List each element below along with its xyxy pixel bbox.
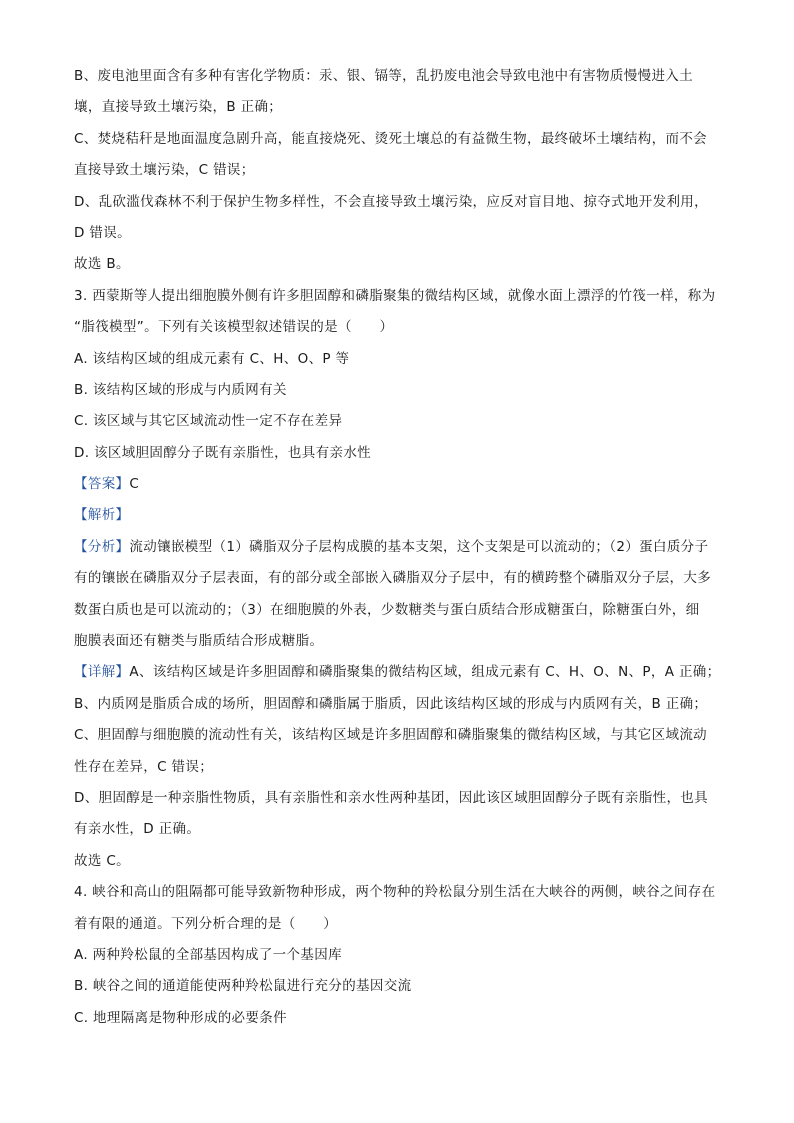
question-4-stem-cont: 着有限的通道。下列分析合理的是（ ） [74, 915, 338, 932]
text-line: 胞膜表面还有糖类与脂质结合形成糖脂。 [74, 633, 324, 650]
text-line: C、焚烧秸秆是地面温度急剧升高，能直接烧死、烫死土壤总的有益微生物，最终破坏土壤结构，而不会 [74, 130, 708, 147]
text-line: 性存在差异，C 错误； [74, 758, 214, 775]
option-c: C. 地理隔离是物种形成的必要条件 [74, 1009, 287, 1026]
detail-line: 【详解】A、该结构区域是许多胆固醇和磷脂聚集的微结构区域，组成元素有 C、H、O、N、P，A 正确； [74, 664, 721, 681]
option-a: A. 该结构区域的组成元素有 C、H、O、P 等 [74, 350, 350, 367]
answer-tag: 【答案】 [74, 476, 130, 493]
option-b: B. 该结构区域的形成与内质网有关 [74, 381, 287, 398]
answer-line [74, 469, 724, 500]
text-line: 故选 B。 [74, 256, 130, 273]
text-line: D 错误。 [74, 224, 131, 241]
option-a: A. 两种羚松鼠的全部基因构成了一个基因库 [74, 946, 342, 963]
text-line: B、内质网是脂质合成的场所，胆固醇和磷脂属于脂质，因此该结构区域的形成与内质网有关，B 正确； [74, 695, 708, 712]
text-line: 故选 C。 [74, 852, 130, 869]
text-line: 数蛋白质也是可以流动的；（3）在细胞膜的外表，少数糖类与蛋白质结合形成糖蛋白，除糖蛋白外，细 [74, 601, 700, 618]
question-3-stem-cont: “脂筏模型”。下列有关该模型叙述错误的是（ ） [74, 319, 394, 336]
fenxi-line: 【分析】流动镶嵌模型（1）磷脂双分子层构成膜的基本支架，这个支架是可以流动的；（2）蛋白质分子 [74, 538, 709, 555]
option-b: B. 峡谷之间的通道能使两种羚松鼠进行充分的基因交流 [74, 978, 412, 995]
answer-value: C [129, 476, 140, 493]
option-c: C. 该区域与其它区域流动性一定不存在差异 [74, 413, 343, 430]
text-line: D、胆固醇是一种亲脂性物质，具有亲脂性和亲水性两种基团，因此该区域胆固醇分子既有亲脂性，也具 [74, 789, 708, 806]
detail-tag: 【详解】 [74, 664, 130, 681]
analysis-heading [74, 500, 724, 531]
text-line: 壤，直接导致土壤污染，B 正确； [74, 99, 283, 116]
analysis-tag: 【解析】 [74, 507, 130, 524]
question-3-stem: 3. 西蒙斯等人提出细胞膜外侧有许多胆固醇和磷脂聚集的微结构区域，就像水面上漂浮的竹筏一样，称为 [74, 287, 716, 304]
option-d: D. 该区域胆固醇分子既有亲脂性，也具有亲水性 [74, 444, 372, 461]
fenxi-tag: 【分析】 [74, 538, 130, 555]
text-line: D、乱砍滥伐森林不利于保护生物多样性，不会直接导致土壤污染，应反对盲目地、掠夺式地开发利用， [74, 193, 708, 210]
text-line: 有的镶嵌在磷脂双分子层表面，有的部分或全部嵌入磷脂双分子层中，有的横跨整个磷脂双分子层，大多 [74, 570, 712, 587]
text-line: C、胆固醇与细胞膜的流动性有关，该结构区域是许多胆固醇和磷脂聚集的微结构区域，与其它区域流动 [74, 727, 708, 744]
text-line: 直接导致土壤污染，C 错误； [74, 162, 255, 179]
text-line: 有亲水性，D 正确。 [74, 821, 201, 838]
document-page [74, 61, 724, 1034]
text-line: B、废电池里面含有多种有害化学物质：汞、银、镉等，乱扔废电池会导致电池中有害物质慢慢进入土 [74, 68, 694, 84]
question-4-stem: 4. 峡谷和高山的阻隔都可能导致新物种形成，两个物种的羚松鼠分别生活在大峡谷的两侧，峡谷之间存在 [74, 884, 716, 901]
